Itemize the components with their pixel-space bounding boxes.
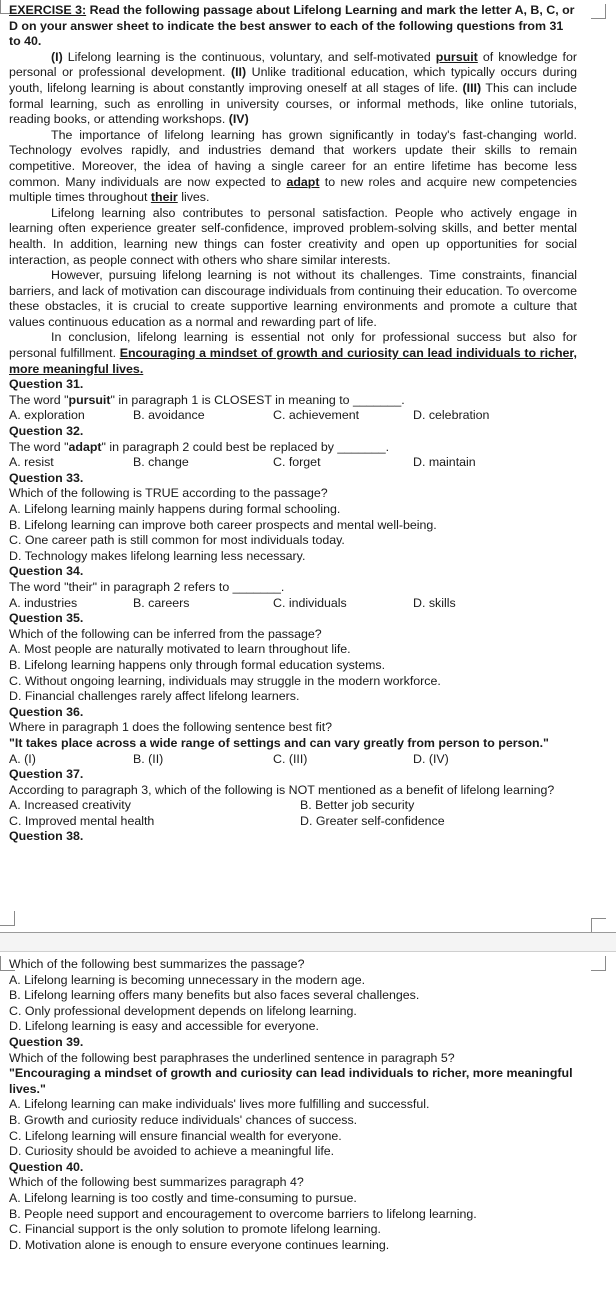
marker-iii: (III) [462,80,482,95]
option-c: C. Without ongoing learning, individuals may struggle in the modern workforce. [9,673,441,688]
option-a: A. resist [9,455,54,470]
question-40-stem: Which of the following best summarizes paragraph 4? [9,1175,304,1190]
option-d: D. Greater self-confidence [300,813,445,828]
question-32-options [9,455,577,471]
page-corner-mark [0,911,15,926]
option-b: B. change [133,455,189,470]
question-35-stem: Which of the following can be inferred from the passage? [9,626,322,641]
p5-text: In conclusion, lifelong learning is essential not only for professional success but also for personal fulfillment. [9,330,577,361]
option-a: A. industries [9,595,78,610]
passage-paragraph-2 [9,128,577,206]
underlined-sentence: Encouraging a mindset of growth and curiosity can lead individuals to richer, more meaningful lives. [9,346,577,376]
option-d: D. Motivation alone is enough to ensure everyone continues learning. [9,1237,390,1252]
option-c: C. individuals [273,595,347,610]
option-b: B. Growth and curiosity reduce individuals' chances of success. [9,1112,358,1127]
option-d: D. Financial challenges rarely affect lifelong learners. [9,689,300,704]
question-36-stem: Where in paragraph 1 does the following sentence best fit? [9,720,333,735]
option-d: D. skills [413,595,456,610]
option-c: C. One career path is still common for most individuals today. [9,533,345,548]
question-38-label: Question 38. [9,829,84,844]
question-34-options [9,596,577,612]
option-b: B. Lifelong learning happens only through formal education systems. [9,657,386,672]
option-a: A. Lifelong learning can make individuals' lives more fulfilling and successful. [9,1097,430,1112]
option-c: C. Lifelong learning will ensure financial wealth for everyone. [9,1128,342,1143]
question-37-options [9,798,577,829]
question-36-quote: "It takes place across a wide range of settings and can vary greatly from person to person." [9,735,549,750]
option-d: D. celebration [413,408,490,423]
option-b: B. avoidance [133,408,205,423]
option-b: B. Better job security [300,798,415,813]
question-31-label: Question 31. [9,377,84,392]
word-adapt: adapt [286,174,320,189]
option-a: A. Most people are naturally motivated to learn throughout life. [9,642,351,657]
option-c: C. Improved mental health [9,813,155,828]
passage-paragraph-4: However, pursuing lifelong learning is not without its challenges. Time constraints, financial barriers, and lack of motivation can discourage individuals from continuing their education. To overcome these obstacles, it is crucial to create supportive learning environments and promote a culture that values continuous education as a normal and rewarding part of life. [9,268,577,329]
option-d: D. Technology makes lifelong learning less necessary. [9,548,306,563]
page-break [0,932,616,952]
question-39-quote: "Encouraging a mindset of growth and curiosity can lead individuals to richer, more meaningful lives." [9,1066,573,1096]
page-corner-mark [591,918,606,933]
p1-text: Lifelong learning is the continuous, voluntary, and self-motivated [62,49,436,64]
option-b: B. People need support and encouragement to overcome barriers to lifelong learning. [9,1206,477,1221]
stem-part: The word " [9,439,69,454]
word-their: their [150,190,178,205]
option-d: D. Lifelong learning is easy and accessible for everyone. [9,1019,319,1034]
word-pursuit: pursuit [435,49,478,64]
question-31-stem [9,393,577,409]
option-a: A. Increased creativity [9,798,131,813]
option-b: B. Lifelong learning can improve both career prospects and mental well-being. [9,517,437,532]
question-39-stem: Which of the following best paraphrases the underlined sentence in paragraph 5? [9,1050,455,1065]
p2-text: lives. [177,190,210,205]
exercise-label: EXERCISE 3: [9,3,87,17]
marker-i: (I) [51,49,63,64]
passage-paragraph-3: Lifelong learning also contributes to personal satisfaction. People who actively engage in learning often experience greater self-confidence, improved problem-solving skills, and better mental health. In addition, learning new things can foster creativity and open up opportunities for social interaction, as people connect with others who share similar interests. [9,205,577,267]
marker-iv: (IV) [228,112,249,127]
option-b: B. Lifelong learning offers many benefits but also faces several challenges. [9,988,420,1003]
p1-text: Unlike traditional education, which typically occurs during youth, lifelong learning is about constantly improving oneself at all stages of life. [9,65,577,95]
option-d: D. maintain [413,455,476,470]
marker-ii: (II) [230,65,247,80]
option-a: A. Lifelong learning mainly happens during formal schooling. [9,502,341,516]
option-c: C. achievement [273,408,360,423]
question-34-stem: The word "their" in paragraph 2 refers to _______. [9,579,285,594]
exercise-instruction: Read the following passage about Lifelong Learning and mark the letter A, B, C, or D on your answer sheet to indicate the best answer to each of the following questions from 31 to 40. [9,3,575,49]
option-d: D. Curiosity should be avoided to achieve a meaningful life. [9,1144,335,1159]
option-b: B. (II) [133,751,164,766]
question-39-label: Question 39. [9,1034,84,1049]
p2-text: The importance of lifelong learning has grown significantly in today's fast-changing world. Technology evolves rapidly, and industries demand that workers update their skills to remain competitive. Moreover, the idea of having a single career for an entire lifetime has become less common. Many individuals are now expected to [9,127,577,189]
p1-text: of knowledge for personal or professional development. [9,49,577,80]
question-31-options [9,408,577,424]
stem-part: The word " [9,392,69,407]
question-37-label: Question 37. [9,767,84,782]
option-c: C. (III) [273,751,308,766]
question-36-options [9,752,577,768]
page-corner-mark [591,956,606,971]
question-38-stem: Which of the following best summarizes the passage? [9,957,305,971]
passage-paragraph-1 [9,50,577,128]
option-b: B. careers [133,595,190,610]
exercise-heading [9,3,577,50]
option-a: A. Lifelong learning is becoming unnecessary in the modern age. [9,972,366,987]
option-a: A. Lifelong learning is too costly and time-consuming to pursue. [9,1190,357,1205]
page-2-content [9,957,577,1253]
question-37-stem: According to paragraph 3, which of the following is NOT mentioned as a benefit of lifelong learning? [9,782,555,797]
question-32-stem [9,440,577,456]
option-d: D. (IV) [413,751,449,766]
option-c: C. Financial support is the only solution to promote lifelong learning. [9,1222,381,1237]
stem-part: " in paragraph 1 is CLOSEST in meaning to _______. [110,392,405,407]
question-36-label: Question 36. [9,704,84,719]
option-c: C. forget [273,455,321,470]
page-1-content [9,3,577,845]
question-34-label: Question 34. [9,564,84,579]
passage-paragraph-5 [9,330,577,377]
stem-keyword: pursuit [68,392,111,407]
question-40-label: Question 40. [9,1159,84,1174]
p1-text: This can include formal learning, such as enrolling in university courses, or informal methods, like online tutorials, reading books, or attending workshops. [9,80,577,127]
question-33-label: Question 33. [9,470,84,485]
stem-part: " in paragraph 2 could best be replaced by _______. [101,439,390,454]
option-a: A. (I) [9,751,36,766]
option-a: A. exploration [9,408,85,423]
stem-keyword: adapt [68,439,102,454]
page-corner-mark [591,4,606,19]
option-c: C. Only professional development depends on lifelong learning. [9,1003,357,1018]
question-35-label: Question 35. [9,611,84,626]
p2-text: to new roles and acquire new competencies multiple times throughout [9,174,577,205]
question-32-label: Question 32. [9,424,84,439]
question-33-stem: Which of the following is TRUE according to the passage? [9,486,328,501]
document-page-2 [0,952,616,1315]
